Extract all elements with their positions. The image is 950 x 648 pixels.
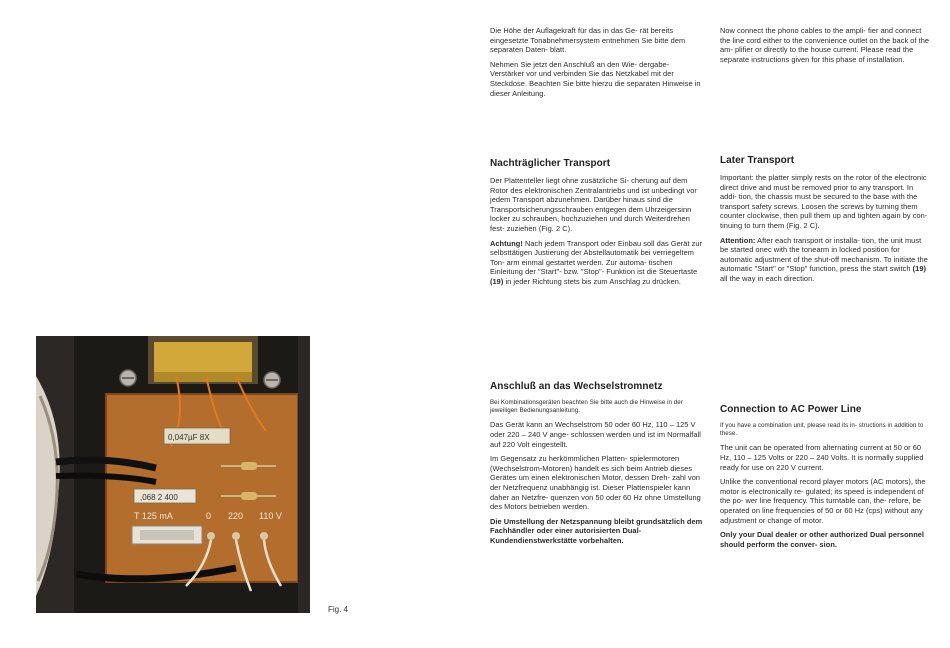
de-intro-p2: Nehmen Sie jetzt den Anschluß an den Wie- dergabe-Verstärker vor und verbinden Sie das Netzkabel mit der Steckdose. Beachten Sie bitte hierzu die separaten Hinweise in dieser Anleitung.: [490, 59, 701, 98]
en-transport-section: [720, 155, 930, 289]
de-intro: [490, 26, 703, 103]
en-ac-note: If you have a combination unit, please read its in- structions in addition to these.: [720, 422, 924, 438]
de-transport-p2-text: Nach jedem Transport oder Einbau soll das Gerät zur selbsttätigen Justierung der Abstellautomatik bei verriegeltem Ton- arm einmal gestartet werden. Zur automa- tischen Einleitung der "Start"- bzw. "Stop"- Funktion ist die Steuertaste: [490, 238, 703, 277]
de-ac-p3: [490, 517, 703, 546]
de-transport-section: [490, 158, 703, 292]
de-transport-p1: Der Plattenteller liegt ohne zusätzliche Si- cherung auf dem Rotor des elektronischen Zentralantriebs und ist unbedingt vor jedem Transport abzunehmen. Darüber hinaus sind die Transportsicherungsschrauben entgegen dem Uhrzeigersinn locker zu schrauben, hochzuziehen und durch Weiterdrehen fest- zuziehen (Fig. 2 C).: [490, 176, 697, 233]
de-transport-p2-end: in jeder Richtung stets bis zum Anschlag zu drücken.: [505, 276, 681, 286]
figure-label: Fig. 4: [328, 605, 349, 614]
de-ac-note: Bei Kombinationsgeräten beachten Sie bitte auch die Hinweise in der jeweiligen Bedienungsanleitung.: [490, 399, 683, 415]
en-transport-p1: Important: the platter simply rests on the rotor of the electronic direct drive and must be removed prior to any transport. In addi- tion, the chassis must be secured to the base with the transport safety screws. Loosen the screws by turning them counter clockwise, then pull them up and tighten again by con- tinuing to turn them (Fig. 2 C).: [720, 173, 928, 230]
fuse-holder-label: ,068 2 400: [140, 493, 178, 502]
en-ac-p1: The unit can be operated from alternating current at 50 or 60 Hz, 110 – 125 Volts or 220 – 240 Volts. It is normally supplied ready for use on 220 V current.: [720, 443, 924, 472]
en-attention-label: Attention:: [720, 235, 756, 245]
en-transport-heading: Later Transport: [720, 155, 795, 166]
voltage-0-label: 0: [206, 511, 212, 521]
en-ac-section: [720, 404, 930, 554]
de-ac-section: [490, 381, 703, 551]
de-attention-label: Achtung!: [490, 238, 523, 248]
en-key-ref: (19): [912, 264, 926, 274]
en-transport-p2-end: all the way in each direction.: [720, 273, 815, 283]
en-ac-p3: [720, 530, 930, 549]
de-ac-p2: Im Gegensatz zu herkömmlichen Platten- spielermotoren (Wechselstrom-Motoren) handelt es sich beim Antrieb dieses Gerätes um einen elektronischen Motor, dessen Dreh- zahl von der Netzfrequenz unabhängig ist. Dieser Plattenspieler kann daher an Netzfre- quenzen von 50 oder 60 Hz ohne Umstellung des Motors betrieben werden.: [490, 454, 701, 512]
de-transport-p2: [490, 239, 703, 287]
capacitor-label: 0,047µF 8X: [168, 433, 210, 442]
fuse-rating-label: T 125 mA: [134, 511, 173, 521]
de-intro-p1: Die Höhe der Auflagekraft für das in das Ge- rät bereits eingesetzte Tonabnehmersystem entnehmen Sie bitte dem separaten Daten- blatt.: [490, 26, 686, 55]
en-transport-p2-text: After each transport or installa- tion, the unit must be started onec with the tonearm in locked position for automatic adjustment of the shut-off mechanism. To initiate the automatic "Start" or "Stop" function, press the start switch: [720, 235, 928, 274]
de-transport-heading: Nachträglicher Transport: [490, 158, 611, 169]
en-ac-heading: Connection to AC Power Line: [720, 404, 862, 415]
en-transport-p2: [720, 236, 930, 284]
voltage-220-label: 220: [228, 511, 244, 521]
en-intro: [720, 26, 930, 69]
de-ac-p1: Das Gerät kann an Wechselstrom 50 oder 60 Hz, 110 – 125 V oder 220 – 240 V ange- schlossen werden und ist im Normalfall auf 220 Volt eingestellt.: [490, 420, 701, 449]
en-ac-p2: Unlike the conventional record player motors (AC motors), the motor is electronically re- gulated; its speed is independent of the po- wer line frequency. This turntable can, the- refore, be operated on line frequencies of 50 or 60 Hz (cps) without any adjustment or change of motor.: [720, 477, 926, 525]
de-key-ref: (19): [490, 276, 504, 286]
en-intro-p1: Now connect the phono cables to the ampli- fier and connect the line cord either to the convenience outlet on the back of the am- plifier or directly to the house current. Please read the separate instructions given for this phase of installation.: [720, 26, 930, 64]
de-ac-heading: Anschluß an das Wechselstromnetz: [490, 381, 663, 392]
circuit-board-photo: [36, 336, 310, 613]
de-ac-conversion-note: Die Umstellung der Netzspannung bleibt grundsätzlich dem Fachhändler oder einer autorisierten Dual-Kundendienstwerkstätte vorbehalten.: [490, 516, 703, 545]
en-ac-conversion-note: Only your Dual dealer or other authorized Dual personnel should perform the conver- sion.: [720, 530, 925, 549]
voltage-110-label: 110 V: [259, 511, 282, 521]
